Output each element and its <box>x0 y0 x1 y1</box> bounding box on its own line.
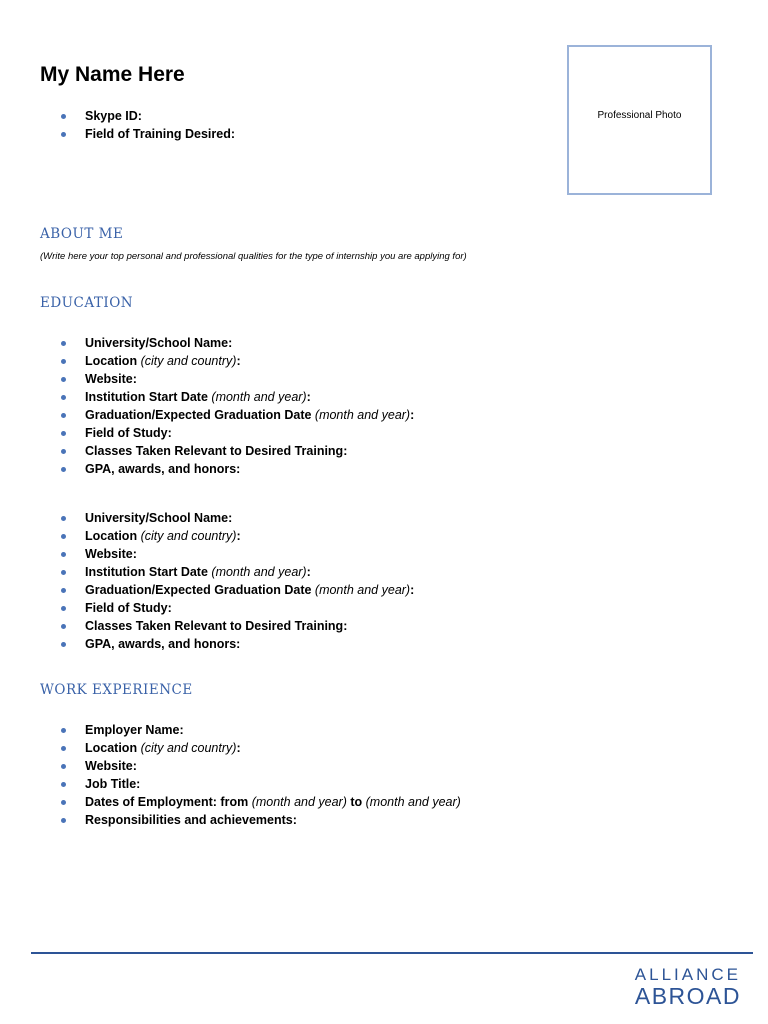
field-label: : <box>306 565 311 579</box>
bullet-icon <box>61 782 66 787</box>
field-label: Responsibilities and achievements: <box>85 813 297 827</box>
bullet-icon <box>61 570 66 575</box>
field-hint: (city and country) <box>140 741 237 755</box>
field-label: University/School Name: <box>85 336 233 350</box>
field-hint: (month and year) <box>211 565 307 579</box>
list-item: Field of Training Desired: <box>59 125 235 143</box>
list-item <box>59 721 461 739</box>
list-item <box>59 739 461 757</box>
field-label: : <box>236 741 241 755</box>
list-item <box>59 617 414 635</box>
work-list <box>59 721 461 829</box>
field-hint: (city and country) <box>140 529 237 543</box>
bullet-icon <box>61 395 66 400</box>
education-heading: EDUCATION <box>40 295 134 311</box>
alliance-abroad-logo <box>635 965 741 1008</box>
bullet-icon <box>61 764 66 769</box>
field-hint: (city and country) <box>140 354 237 368</box>
field-hint: (month and year) <box>365 795 461 809</box>
field-hint: (month and year) <box>251 795 347 809</box>
footer-rule <box>31 952 753 954</box>
list-item <box>59 406 414 424</box>
bullet-icon <box>61 132 66 137</box>
bullet-icon <box>61 377 66 382</box>
field-label: Field of Study: <box>85 426 172 440</box>
list-item <box>59 563 414 581</box>
bullet-icon <box>61 588 66 593</box>
bullet-icon <box>61 624 66 629</box>
field-label: Classes Taken Relevant to Desired Training: <box>85 444 348 458</box>
field-label: Website: <box>85 372 137 386</box>
field-label: : <box>236 529 241 543</box>
work-heading: WORK EXPERIENCE <box>40 682 193 698</box>
list-item <box>59 442 414 460</box>
education-list-1 <box>59 334 414 478</box>
field-label: Employer Name: <box>85 723 184 737</box>
list-item <box>59 793 461 811</box>
education-list-2 <box>59 509 414 653</box>
field-label: to <box>346 795 366 809</box>
about-note: (Write here your top personal and professional qualities for the type of internship you are applying for) <box>40 251 467 262</box>
field-label: GPA, awards, and honors: <box>85 462 241 476</box>
list-item <box>59 635 414 653</box>
about-heading: ABOUT ME <box>40 226 124 242</box>
field-label: Job Title: <box>85 777 141 791</box>
field-hint: (month and year) <box>211 390 307 404</box>
list-item <box>59 527 414 545</box>
field-label: Field of Study: <box>85 601 172 615</box>
photo-placeholder <box>567 45 712 195</box>
list-item: Skype ID: <box>59 107 235 125</box>
field-label: Location <box>85 741 141 755</box>
field-label: Location <box>85 354 141 368</box>
candidate-name: My Name Here <box>40 63 185 86</box>
contact-list <box>59 107 235 143</box>
bullet-icon <box>61 359 66 364</box>
field-label: Graduation/Expected Graduation Date <box>85 408 315 422</box>
field-label: : <box>410 583 415 597</box>
list-item <box>59 581 414 599</box>
list-item <box>59 388 414 406</box>
list-item <box>59 775 461 793</box>
field-hint: (month and year) <box>314 583 411 597</box>
field-label: Graduation/Expected Graduation Date <box>85 583 315 597</box>
bullet-icon <box>61 534 66 539</box>
field-label: : <box>236 354 241 368</box>
bullet-icon <box>61 818 66 823</box>
bullet-icon <box>61 413 66 418</box>
bullet-icon <box>61 449 66 454</box>
field-label: Location <box>85 529 141 543</box>
field-label: Institution Start Date <box>85 565 212 579</box>
field-label: Dates of Employment: from <box>85 795 252 809</box>
field-label: : <box>410 408 415 422</box>
bullet-icon <box>61 552 66 557</box>
field-label: University/School Name: <box>85 511 233 525</box>
list-item <box>59 334 414 352</box>
field-label: Website: <box>85 547 137 561</box>
list-item <box>59 545 414 563</box>
field-label: GPA, awards, and honors: <box>85 637 241 651</box>
field-hint: (month and year) <box>314 408 411 422</box>
bullet-icon <box>61 467 66 472</box>
bullet-icon <box>61 431 66 436</box>
bullet-icon <box>61 341 66 346</box>
field-label: Website: <box>85 759 137 773</box>
bullet-icon <box>61 114 66 119</box>
bullet-icon <box>61 728 66 733</box>
list-item <box>59 460 414 478</box>
photo-label: Professional Photo <box>597 110 682 121</box>
bullet-icon <box>61 642 66 647</box>
bullet-icon <box>61 746 66 751</box>
bullet-icon <box>61 606 66 611</box>
logo-line-2: ABROAD <box>634 983 741 1009</box>
list-item <box>59 509 414 527</box>
list-item <box>59 352 414 370</box>
list-item <box>59 370 414 388</box>
list-item <box>59 424 414 442</box>
list-item <box>59 757 461 775</box>
field-label: Institution Start Date <box>85 390 212 404</box>
field-label: : <box>306 390 311 404</box>
logo-line-1: ALLIANCE <box>634 965 741 984</box>
bullet-icon <box>61 800 66 805</box>
list-item <box>59 599 414 617</box>
list-item <box>59 811 461 829</box>
field-label: Classes Taken Relevant to Desired Training: <box>85 619 348 633</box>
bullet-icon <box>61 516 66 521</box>
